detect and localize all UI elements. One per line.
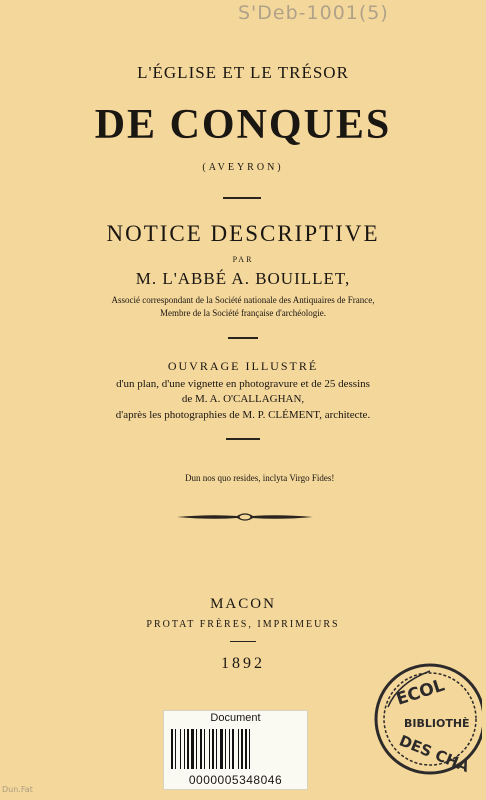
svg-text:BIBLIOTHÈ: BIBLIOTHÈ — [404, 717, 470, 730]
svg-text:DES CHA: DES CHA — [396, 731, 472, 776]
notice-heading: NOTICE DESCRIPTIVE — [106, 221, 380, 246]
pencil-shelfmark: S'Deb-1001(5) — [238, 2, 389, 24]
publication-city: MACON — [210, 596, 276, 612]
divider-rule — [223, 197, 261, 199]
divider-rule — [226, 438, 260, 440]
svg-text:ECOL: ECOL — [393, 675, 448, 710]
illustration-line-2: de M. A. O'CALLAGHAN, — [181, 393, 305, 405]
barcode-label — [163, 710, 308, 790]
corner-pencil-note: Dun.Fat — [2, 785, 33, 794]
illustration-line-1: d'un plan, d'une vignette en photogravure et de 25 dessins — [116, 378, 370, 390]
title-line-1: L'ÉGLISE ET LE TRÉSOR — [137, 63, 349, 82]
barcode-number: 0000005348046 — [188, 773, 283, 787]
divider-rule — [230, 641, 256, 642]
library-stamp — [370, 655, 482, 785]
label-title: Document — [210, 712, 261, 724]
illustrated-heading: OUVRAGE ILLUSTRÉ — [167, 359, 319, 373]
ornament-flourish — [175, 510, 315, 524]
epigraph: Dun nos quo resides, inclyta Virgo Fides! — [185, 473, 335, 483]
barcode-image — [171, 729, 300, 769]
author-affiliation-2: Membre de la Société française d'archéologie. — [159, 308, 327, 318]
divider-rule — [228, 337, 258, 339]
by-label: PAR — [232, 255, 254, 264]
illustration-line-3: d'après les photographies de M. P. CLÉMENT, architecte. — [115, 409, 371, 421]
printer-name: PROTAT FRÈRES, IMPRIMEURS — [146, 619, 340, 630]
author-affiliation-1: Associé correspondant de la Société nationale des Antiquaires de France, — [111, 295, 375, 305]
publication-year: 1892 — [221, 655, 265, 672]
author-name: M. L'ABBÉ A. BOUILLET, — [135, 269, 351, 288]
subtitle-region: (AVEYRON) — [202, 162, 284, 173]
title-main: DE CONQUES — [94, 102, 392, 148]
